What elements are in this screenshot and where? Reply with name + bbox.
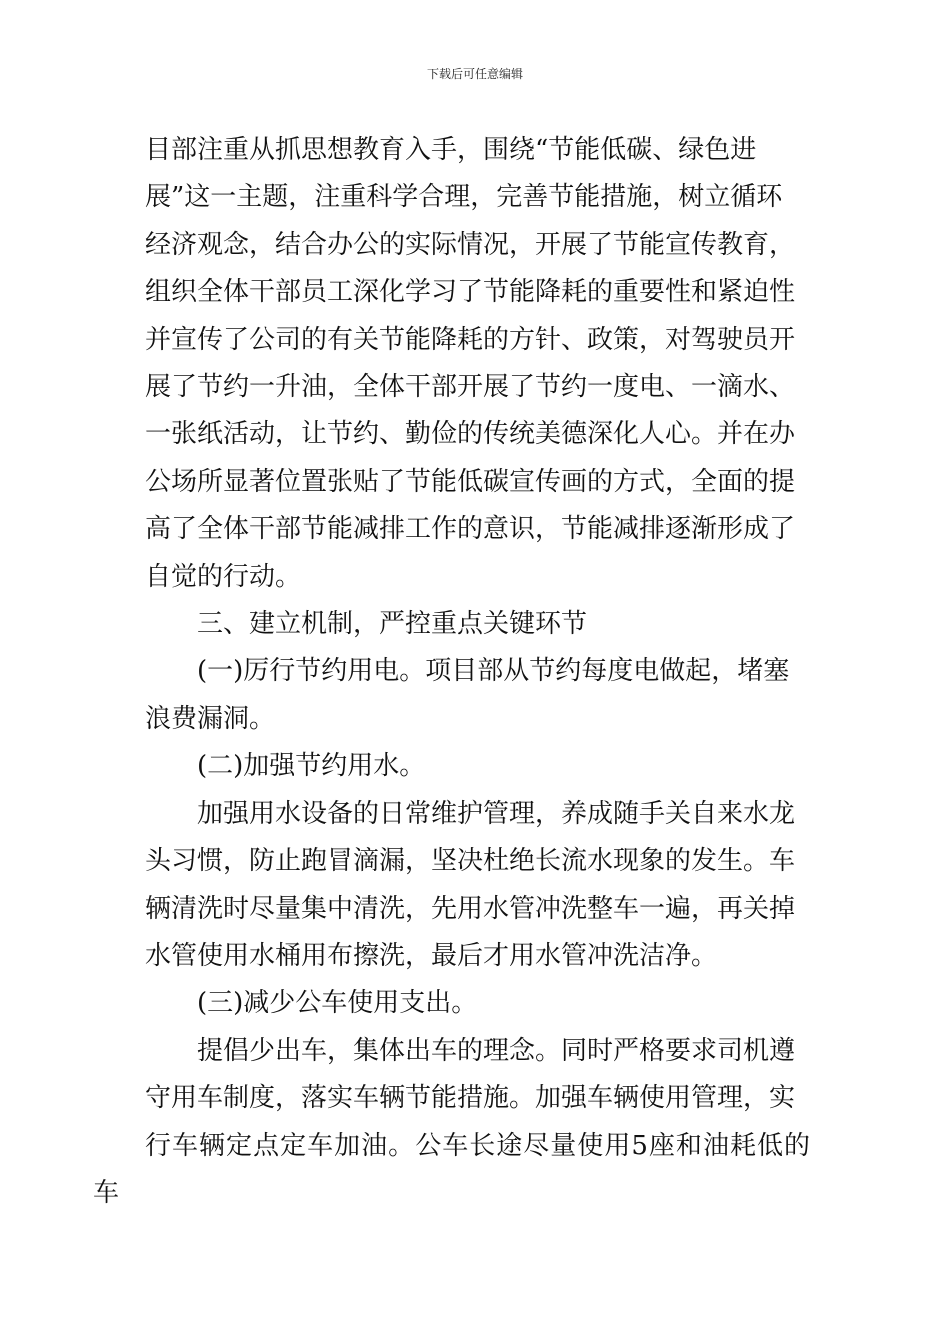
document-body xyxy=(93,127,810,1217)
text-line: 经济观念，结合办公的实际情况，开展了节能宣传教育， xyxy=(145,229,796,260)
text-line: 展了节约一升油，全体干部开展了节约一度电、一滴水、 xyxy=(145,372,796,403)
paragraph-water xyxy=(145,791,810,981)
text-line: 水管使用水桶用布擦洗，最后才用水管冲洗洁净。 xyxy=(145,940,718,971)
paragraph-electricity xyxy=(145,648,810,743)
text-line: 组织全体干部员工深化学习了节能降耗的重要性和紧迫性 xyxy=(145,277,796,308)
text-line: 行车辆定点定车加油。公车长途尽量使用5座和油耗低的车 xyxy=(93,1130,810,1208)
text-line: 并宣传了公司的有关节能降耗的方针、政策，对驾驶员开 xyxy=(145,324,796,355)
text-line: 三、建立机制，严控重点关键环节 xyxy=(197,609,588,640)
paragraph-energy-education xyxy=(145,127,810,601)
section-heading-3 xyxy=(145,601,810,648)
text-line: 浪费漏洞。 xyxy=(145,703,276,734)
page-header: 下载后可任意编辑 xyxy=(426,67,523,81)
text-line: (三)减少公车使用支出。 xyxy=(197,988,478,1019)
text-line: 守用车制度，落实车辆节能措施。加强车辆使用管理，实 xyxy=(145,1083,796,1114)
text-line: 展”这一主题，注重科学合理，完善节能措施，树立循环 xyxy=(145,182,783,213)
text-line: (二)加强节约用水。 xyxy=(197,751,426,782)
text-line: 自觉的行动。 xyxy=(145,561,302,592)
text-line: 目部注重从抓思想教育入手，围绕“节能低碳、绿色进 xyxy=(145,135,757,165)
text-line: 提倡少出车，集体出车的理念。同时严格要求司机遵 xyxy=(197,1035,796,1066)
text-line: 辆清洗时尽量集中清洗，先用水管冲洗整车一遍，再关掉 xyxy=(145,893,796,924)
subheading-water xyxy=(145,743,810,790)
text-line: 一张纸活动，让节约、勤俭的传统美德深化人心。并在办 xyxy=(145,419,796,450)
text-line: 公场所显著位置张贴了节能低碳宣传画的方式，全面的提 xyxy=(145,466,796,497)
text-line: 头习惯，防止跑冒滴漏，坚决杜绝长流水现象的发生。车 xyxy=(145,846,796,877)
text-line: (一)厉行节约用电。项目部从节约每度电做起，堵塞 xyxy=(197,656,790,687)
subheading-vehicles xyxy=(145,980,810,1027)
text-line: 加强用水设备的日常维护管理，养成随手关自来水龙 xyxy=(197,798,796,829)
text-line: 高了全体干部节能减排工作的意识，节能减排逐渐形成了 xyxy=(145,514,796,545)
paragraph-vehicles xyxy=(93,1028,810,1218)
